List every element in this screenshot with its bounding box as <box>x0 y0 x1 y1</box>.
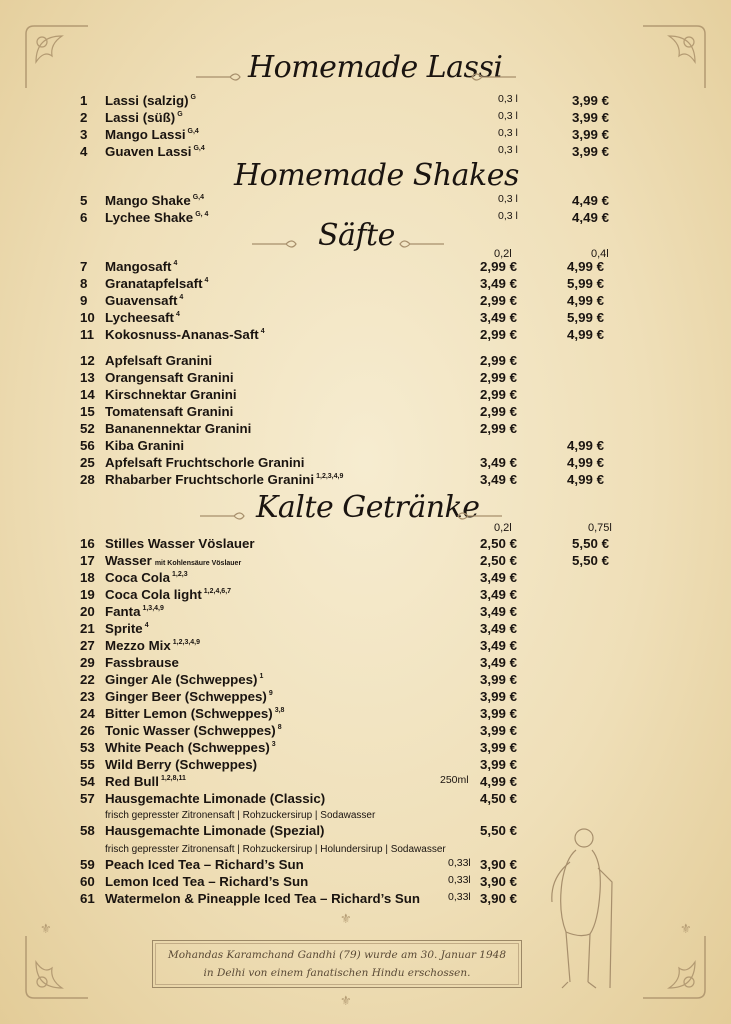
item-price-large: 4,99 € <box>567 293 604 308</box>
section-title-lassi: Homemade Lassi <box>248 50 503 85</box>
item-volume: 0,3 l <box>498 193 518 205</box>
item-price-large: 5,50 € <box>572 553 609 568</box>
item-volume: 0,3 l <box>498 110 518 122</box>
item-name-text: Red Bull <box>105 774 159 789</box>
corner-ornament-bottom-right-icon <box>639 932 709 1002</box>
item-volume: 0,3 l <box>498 93 518 105</box>
item-number: 28 <box>80 472 95 487</box>
item-number: 4 <box>80 144 88 159</box>
allergen-note: 1,2,3,4,9 <box>316 473 344 480</box>
item-price-small: 3,99 € <box>480 723 517 738</box>
item-name <box>105 438 184 453</box>
item-volume: 0,33l <box>448 857 471 869</box>
item-number: 53 <box>80 740 95 755</box>
item-name-text: Sprite <box>105 621 143 636</box>
limonade-special-description: frisch gepresster Zitronensaft | Rohzuckersirup | Holundersirup | Sodawasser <box>105 844 446 855</box>
item-name-text: Tonic Wasser (Schweppes) <box>105 723 276 738</box>
item-name <box>105 774 186 789</box>
item-name-text: Fanta <box>105 604 141 619</box>
fleur-ornament-icon: ⚜ <box>680 922 692 937</box>
item-price-large: 4,99 € <box>567 327 604 342</box>
item-name <box>105 723 282 738</box>
item-name-text: Guaven Lassi <box>105 144 192 159</box>
item-price-small: 2,99 € <box>480 353 517 368</box>
item-name-text: Kokosnuss-Ananas-Saft <box>105 327 259 342</box>
item-name-text: Coca Cola light <box>105 587 202 602</box>
item-name-text: Watermelon & Pineapple Iced Tea – Richard’s Sun <box>105 891 421 906</box>
item-price-small: 2,99 € <box>480 370 517 385</box>
item-name <box>105 638 200 653</box>
fleur-ornament-icon: ⚜ <box>40 922 52 937</box>
item-number: 59 <box>80 857 95 872</box>
item-name-text: Bananennektar Granini <box>105 421 252 436</box>
item-number: 15 <box>80 404 95 419</box>
item-price-large: 5,50 € <box>572 536 609 551</box>
allergen-note: 1,2,3,4,9 <box>172 639 201 646</box>
item-number: 55 <box>80 757 95 772</box>
item-name-text: Fassbrause <box>105 655 179 670</box>
allergen-note: 8 <box>277 724 282 731</box>
item-name <box>105 387 237 402</box>
corner-ornament-top-right-icon <box>639 22 709 92</box>
item-name-text: Mango Shake <box>105 193 191 208</box>
item-volume: 250ml <box>440 774 469 786</box>
flourish-right-icon <box>470 71 516 83</box>
allergen-note: 4 <box>260 328 265 335</box>
item-name <box>105 472 343 487</box>
item-name-text: Rhabarber Fruchtschorle Granini <box>105 472 315 487</box>
item-name-text: Lemon Iced Tea – Richard’s Sun <box>105 874 309 889</box>
item-name <box>105 144 205 159</box>
item-price-small: 2,50 € <box>480 536 517 551</box>
item-price-small: 3,49 € <box>480 455 517 470</box>
item-name <box>105 857 304 872</box>
item-name-text: Peach Iced Tea – Richard’s Sun <box>105 857 304 872</box>
item-price-small: 3,90 € <box>480 891 517 906</box>
item-name-text: Tomatensaft Granini <box>105 404 234 419</box>
item-price-small: 4,99 € <box>480 774 517 789</box>
item-volume: 0,3 l <box>498 127 518 139</box>
item-name: Hausgemachte Limonade (Spezial) <box>105 823 325 838</box>
footer-line-2: in Delhi von einem fanatischen Hindu erschossen. <box>203 967 471 979</box>
item-number: 54 <box>80 774 95 789</box>
allergen-note: 1,2,8,11 <box>160 775 186 782</box>
item-price-large: 4,99 € <box>567 455 604 470</box>
allergen-note: 4 <box>179 294 184 301</box>
item-number: 52 <box>80 421 95 436</box>
item-name-text: Wild Berry (Schweppes) <box>105 757 258 772</box>
item-name <box>105 655 179 670</box>
fleur-ornament-icon: ⚜ <box>340 912 352 927</box>
allergen-note: 1,2,4,6,7 <box>203 588 232 595</box>
footer-quote-box <box>152 940 522 988</box>
item-name <box>105 689 273 704</box>
item-price-small: 3,49 € <box>480 310 517 325</box>
item-name-text: Ginger Beer (Schweppes) <box>105 689 267 704</box>
item-name-text: Kiba Granini <box>105 438 185 453</box>
allergen-note: G,4 <box>192 194 205 201</box>
item-number: 18 <box>80 570 95 585</box>
item-name <box>105 421 251 436</box>
flourish-left-icon <box>196 71 242 83</box>
item-name <box>105 791 325 806</box>
allergen-note: G, 4 <box>195 211 209 218</box>
item-price-small: 3,90 € <box>480 857 517 872</box>
item-number: 56 <box>80 438 95 453</box>
allergen-note: G,4 <box>187 128 199 135</box>
item-number: 17 <box>80 553 95 568</box>
item-price-small: 3,99 € <box>480 672 517 687</box>
allergen-note: 4 <box>204 277 209 284</box>
item-price-small: 3,49 € <box>480 472 517 487</box>
item-price: 3,99 € <box>572 93 609 108</box>
item-name-text: Lassi (salzig) <box>105 93 189 108</box>
item-price-small: 2,50 € <box>480 553 517 568</box>
item-name-text: Mango Lassi <box>105 127 186 142</box>
item-price-small: 3,49 € <box>480 570 517 585</box>
item-price-small: 3,99 € <box>480 740 517 755</box>
item-name-text: Mezzo Mix <box>105 638 171 653</box>
item-name <box>105 370 234 385</box>
item-name <box>105 874 308 889</box>
allergen-note: 9 <box>268 690 273 697</box>
item-number: 57 <box>80 791 95 806</box>
item-name-text: Wasser <box>105 553 152 568</box>
item-price-small: 3,99 € <box>480 757 517 772</box>
item-name <box>105 604 164 619</box>
corner-ornament-bottom-left-icon <box>22 932 92 1002</box>
item-name <box>105 259 177 274</box>
item-number: 11 <box>80 327 95 342</box>
item-price-small: 2,99 € <box>480 259 517 274</box>
item-number: 20 <box>80 604 95 619</box>
item-name-text: Apfelsaft Granini <box>105 353 213 368</box>
item-price: 3,99 € <box>572 110 609 125</box>
item-price-small: 3,49 € <box>480 604 517 619</box>
item-number: 61 <box>80 891 95 906</box>
allergen-note: G <box>177 111 183 118</box>
item-name <box>105 536 255 551</box>
item-number: 9 <box>80 293 88 308</box>
item-number: 14 <box>80 387 95 402</box>
item-name <box>105 672 263 687</box>
item-name-text: Apfelsaft Fruchtschorle Granini <box>105 455 305 470</box>
item-number: 13 <box>80 370 95 385</box>
section-title-kalte-getraenke: Kalte Getränke <box>256 490 480 525</box>
allergen-note: 4 <box>175 311 180 318</box>
item-price-small: 3,49 € <box>480 276 517 291</box>
item-price-small: 2,99 € <box>480 387 517 402</box>
gandhi-figure-icon <box>540 822 620 992</box>
item-number: 23 <box>80 689 95 704</box>
allergen-note: G,4 <box>193 145 205 152</box>
item-number: 26 <box>80 723 95 738</box>
allergen-note: 1 <box>259 673 264 680</box>
item-name <box>105 570 188 585</box>
item-name <box>105 327 265 342</box>
item-price-small: 3,99 € <box>480 689 517 704</box>
item-price-small: 4,50 € <box>480 791 517 806</box>
item-name-text: Stilles Wasser Vöslauer <box>105 536 255 551</box>
section-title-saefte: Säfte <box>318 218 395 253</box>
item-price-small: 3,49 € <box>480 655 517 670</box>
item-name-text: Granatapfelsaft <box>105 276 203 291</box>
flourish-right-icon <box>398 238 444 250</box>
item-price-large: 4,99 € <box>567 259 604 274</box>
limonade-classic-description: frisch gepresster Zitronensaft | Rohzuckersirup | Sodawasser <box>105 810 376 821</box>
allergen-note: 4 <box>144 622 149 629</box>
item-name <box>105 587 231 602</box>
item-price-large: 4,99 € <box>567 472 604 487</box>
item-name <box>105 110 183 125</box>
item-price-large: 5,99 € <box>567 276 604 291</box>
item-name <box>105 127 199 142</box>
item-price: 4,49 € <box>572 210 609 225</box>
item-name <box>105 93 196 108</box>
item-name <box>105 891 420 906</box>
flourish-right-icon <box>456 510 502 522</box>
item-name <box>105 310 180 325</box>
item-price-large: 4,99 € <box>567 438 604 453</box>
item-price-small: 3,49 € <box>480 638 517 653</box>
item-name-text: Bitter Lemon (Schweppes) <box>105 706 273 721</box>
column-header-volume-1: 0,2l <box>494 248 512 260</box>
item-price-small: 3,49 € <box>480 587 517 602</box>
item-price-large: 5,99 € <box>567 310 604 325</box>
item-number: 27 <box>80 638 95 653</box>
item-price-small: 3,90 € <box>480 874 517 889</box>
item-price-small: 2,99 € <box>480 293 517 308</box>
item-name-text: Lychee Shake <box>105 210 194 225</box>
item-name-text: Lycheesaft <box>105 310 174 325</box>
item-name <box>105 404 233 419</box>
section-title-shakes: Homemade Shakes <box>234 158 519 193</box>
allergen-note: 1,2,3 <box>172 571 188 578</box>
item-number: 6 <box>80 210 88 225</box>
item-price: 4,49 € <box>572 193 609 208</box>
item-number: 60 <box>80 874 95 889</box>
item-price-small: 3,99 € <box>480 706 517 721</box>
allergen-note: 3,8 <box>274 707 285 714</box>
column-header-volume-2: 0,75l <box>588 522 612 534</box>
flourish-left-icon <box>200 510 246 522</box>
item-price-small: 2,99 € <box>480 327 517 342</box>
item-number: 58 <box>80 823 95 838</box>
item-name <box>105 553 241 568</box>
item-name-text: Hausgemachte Limonade (Classic) <box>105 791 326 806</box>
item-price: 5,50 € <box>480 823 517 838</box>
item-name <box>105 353 212 368</box>
item-number: 1 <box>80 93 88 108</box>
allergen-note: G <box>190 94 196 101</box>
item-name <box>105 210 208 225</box>
item-price-small: 2,99 € <box>480 404 517 419</box>
item-name-text: Orangensaft Granini <box>105 370 234 385</box>
item-name <box>105 740 276 755</box>
item-name <box>105 621 149 636</box>
item-name <box>105 193 204 208</box>
item-number: 3 <box>80 127 88 142</box>
column-header-volume-1: 0,2l <box>494 522 512 534</box>
item-number: 5 <box>80 193 88 208</box>
footer-line-1: Mohandas Karamchand Gandhi (79) wurde am 30. Januar 1948 <box>167 949 507 961</box>
item-name <box>105 757 257 772</box>
flourish-left-icon <box>252 238 298 250</box>
item-number: 25 <box>80 455 95 470</box>
item-name-text: Kirschnektar Granini <box>105 387 237 402</box>
column-header-volume-2: 0,4l <box>591 248 609 260</box>
item-number: 16 <box>80 536 95 551</box>
item-number: 24 <box>80 706 95 721</box>
item-volume: 0,3 l <box>498 144 518 156</box>
item-note: mit Kohlensäure Vöslauer <box>154 560 242 567</box>
item-price: 3,99 € <box>572 144 609 159</box>
allergen-note: 3 <box>271 741 276 748</box>
item-number: 7 <box>80 259 88 274</box>
item-name-text: Coca Cola <box>105 570 171 585</box>
item-number: 19 <box>80 587 95 602</box>
item-price: 3,99 € <box>572 127 609 142</box>
item-name <box>105 293 183 308</box>
allergen-note: 1,3,4,9 <box>142 605 164 612</box>
item-name <box>105 455 305 470</box>
item-number: 29 <box>80 655 95 670</box>
item-name-text: Ginger Ale (Schweppes) <box>105 672 258 687</box>
item-number: 22 <box>80 672 95 687</box>
item-name-text: Mangosaft <box>105 259 172 274</box>
item-price-small: 2,99 € <box>480 421 517 436</box>
corner-ornament-top-left-icon <box>22 22 92 92</box>
fleur-ornament-icon: ⚜ <box>340 994 352 1009</box>
item-name-text: White Peach (Schweppes) <box>105 740 270 755</box>
item-name <box>105 706 284 721</box>
item-volume: 0,33l <box>448 891 471 903</box>
item-number: 21 <box>80 621 95 636</box>
allergen-note: 4 <box>173 260 178 267</box>
item-number: 10 <box>80 310 95 325</box>
item-number: 12 <box>80 353 95 368</box>
item-price-small: 3,49 € <box>480 621 517 636</box>
item-number: 8 <box>80 276 88 291</box>
item-number: 2 <box>80 110 88 125</box>
item-volume: 0,3 l <box>498 210 518 222</box>
item-volume: 0,33l <box>448 874 471 886</box>
item-name <box>105 276 208 291</box>
item-name-text: Lassi (süß) <box>105 110 176 125</box>
item-name-text: Guavensaft <box>105 293 178 308</box>
